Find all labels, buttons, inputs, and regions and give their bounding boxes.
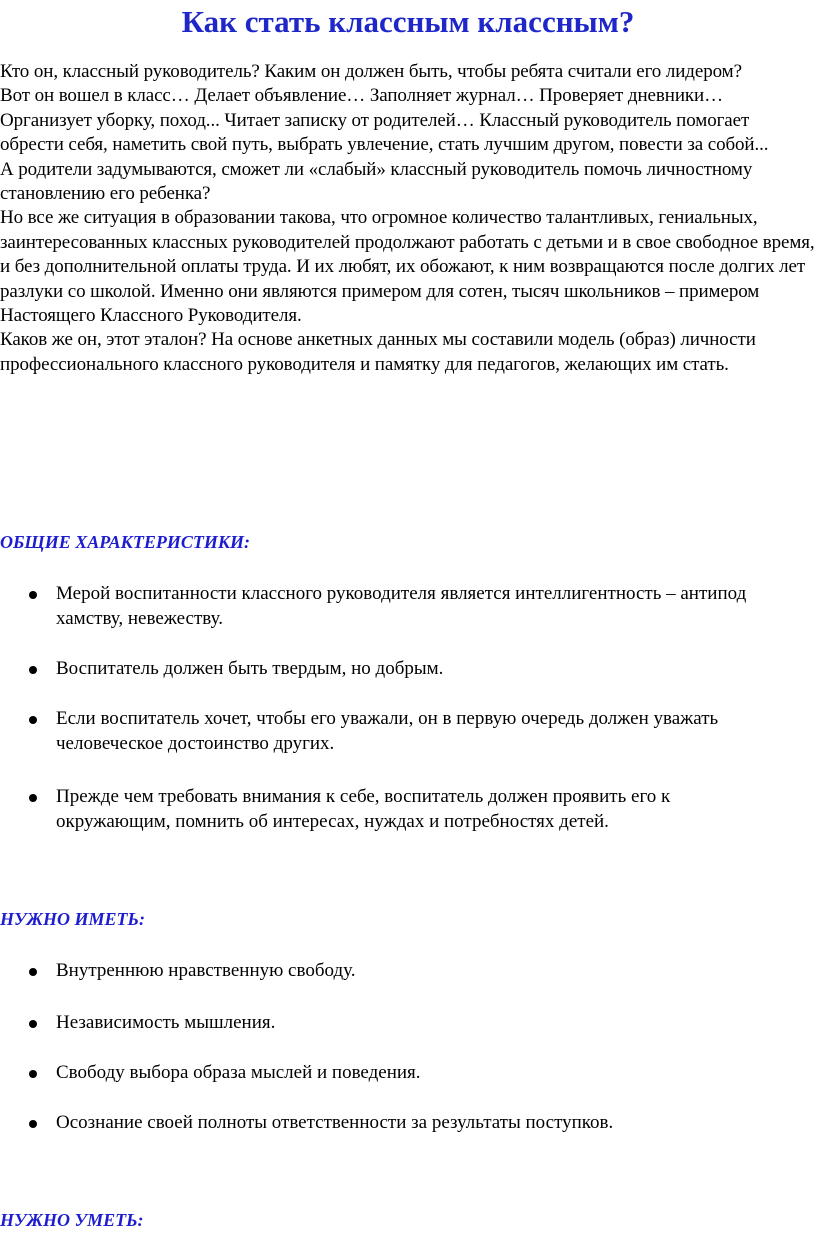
list-item-text: Прежде чем требовать внимания к себе, воспитатель должен проявить его к окружающим, помнить об интересах, нуждах и потребностях детей.	[56, 786, 671, 832]
bullet-icon	[29, 794, 37, 802]
bullet-list-need-have	[0, 1110, 816, 1135]
intro-text	[0, 60, 816, 377]
bullet-icon	[29, 968, 37, 976]
bullet-list-need-have	[0, 958, 816, 983]
bullet-icon	[29, 716, 37, 724]
page-title: Как стать классным классным?	[181, 4, 635, 39]
bullet-list-general	[0, 656, 816, 681]
list-item-text: Если воспитатель хочет, чтобы его уважали, он в первую очередь должен уважать человеческое достоинство других.	[56, 708, 719, 754]
section-heading-need-have: НУЖНО ИМЕТЬ:	[0, 909, 145, 929]
intro-paragraph: Кто он, классный руководитель? Каким он должен быть, чтобы ребята считали его лидером?	[0, 61, 742, 82]
intro-paragraph: Но все же ситуация в образовании такова, что огромное количество талантливых, гениальных, заинтересованных классных руководителей продолжают работать с детьми и в свое свободное время, и без дополнительной оплаты труда. И их любят, их обожают, к ним возвращаются после долгих лет разлуки со школой. Именно они являются примером для сотен, тысяч школьников – примером Настоящего Классного Руководителя.	[0, 207, 815, 327]
bullet-list-need-have	[0, 1060, 816, 1085]
bullet-icon	[29, 1070, 37, 1078]
list-item	[0, 581, 816, 631]
list-item	[0, 706, 816, 756]
list-item-text: Воспитатель должен быть твердым, но добрым.	[56, 658, 444, 679]
bullet-icon	[29, 1020, 37, 1028]
bullet-icon	[29, 666, 37, 674]
list-item	[0, 1010, 816, 1035]
list-item-text: Внутреннюю нравственную свободу.	[56, 960, 356, 981]
list-item	[0, 784, 816, 834]
section-heading-general: ОБЩИЕ ХАРАКТЕРИСТИКИ:	[0, 532, 251, 552]
list-item	[0, 656, 816, 681]
bullet-icon	[29, 591, 37, 599]
bullet-list-general	[0, 784, 816, 834]
list-item-text: Независимость мышления.	[56, 1012, 276, 1033]
list-item	[0, 958, 816, 983]
list-item	[0, 1060, 816, 1085]
list-item-text: Мерой воспитанности классного руководителя является интеллигентность – антипод хамству, невежеству.	[56, 583, 747, 629]
bullet-list-need-have	[0, 1010, 816, 1035]
section-heading-need-can: НУЖНО УМЕТЬ:	[0, 1210, 144, 1230]
bullet-list-general	[0, 706, 816, 756]
list-item-text: Свободу выбора образа мыслей и поведения.	[56, 1062, 421, 1083]
bullet-icon	[29, 1120, 37, 1128]
bullet-list-general	[0, 581, 816, 631]
intro-paragraph: Вот он вошел в класс… Делает объявление… Заполняет журнал… Проверяет дневники… Организует уборку, поход... Читает записку от родителей… Классный руководитель помогает обрести себя, наметить свой путь, выбрать увлечение, стать лучшим другом, повести за собой...	[0, 85, 769, 156]
intro-paragraph: Каков же он, этот эталон? На основе анкетных данных мы составили модель (образ) личности профессионального классного руководителя и памятку для педагогов, желающих им стать.	[0, 329, 756, 375]
intro-paragraph: А родители задумываются, сможет ли «слабый» классный руководитель помочь личностному становлению его ребенка?	[0, 158, 753, 205]
list-item-text: Осознание своей полноты ответственности за результаты поступков.	[56, 1112, 614, 1133]
list-item	[0, 1110, 816, 1135]
